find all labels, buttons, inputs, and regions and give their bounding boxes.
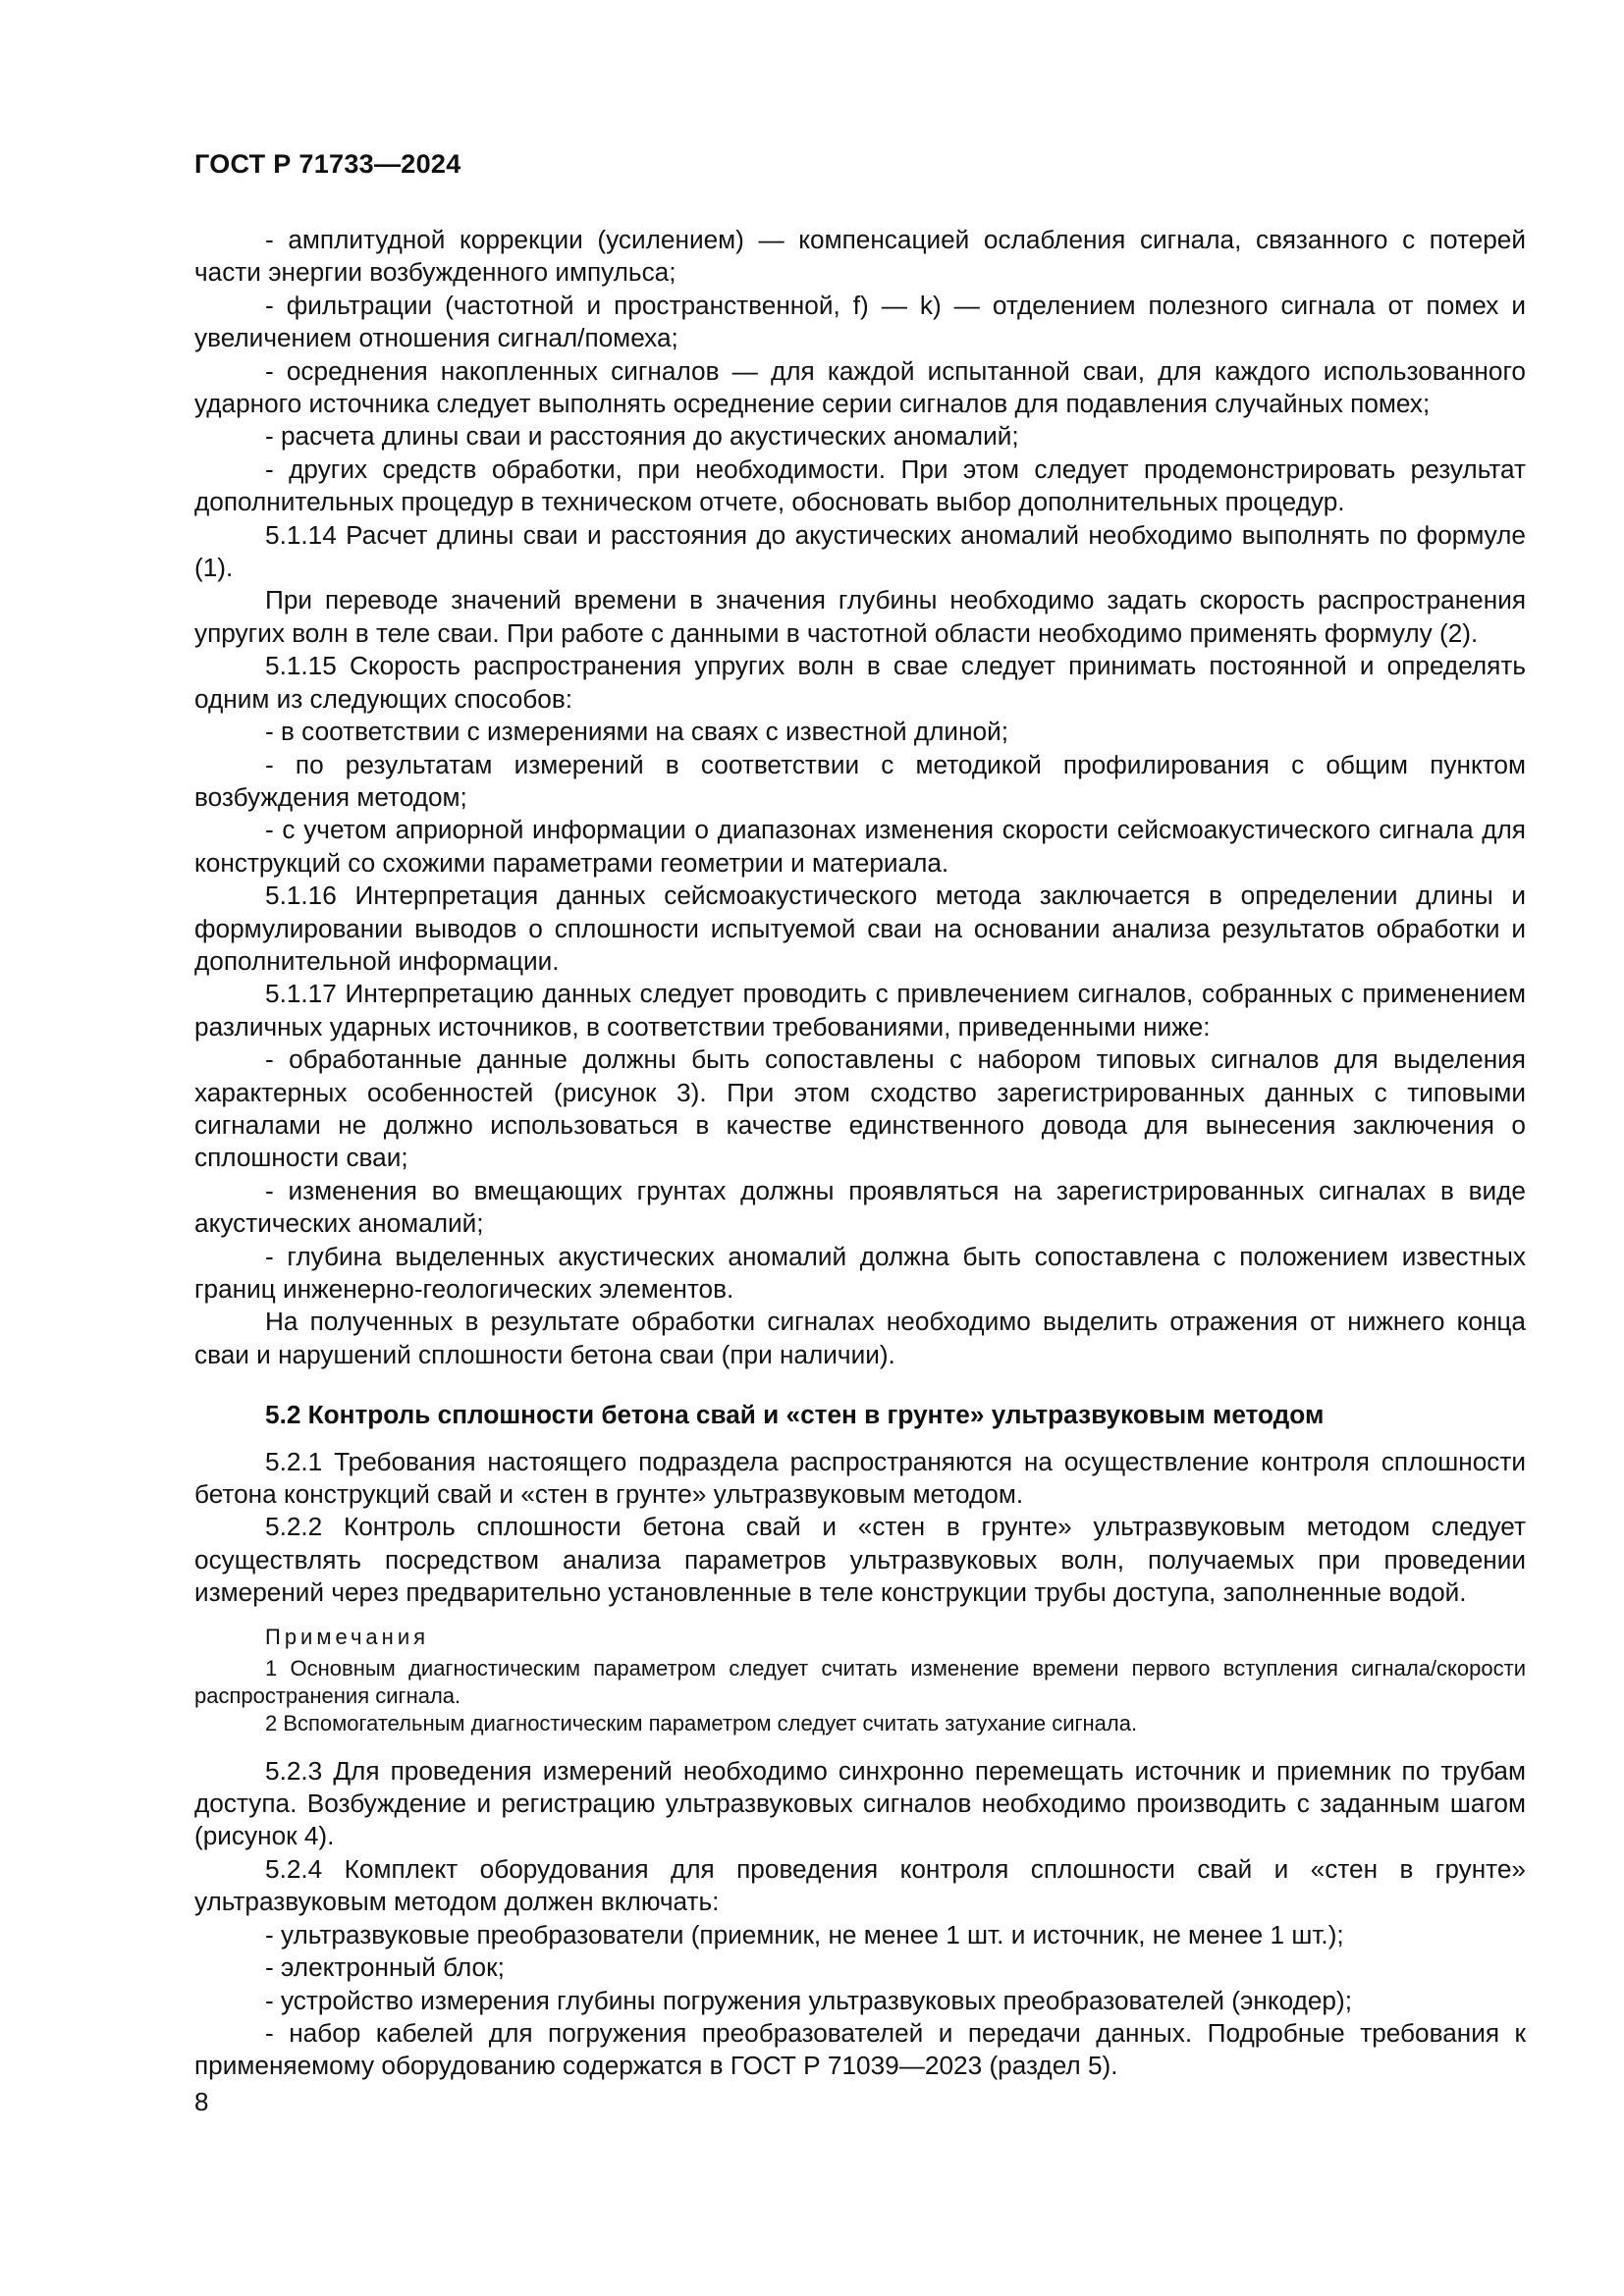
paragraphs-top [194,224,1526,1371]
paragraph: - амплитудной коррекции (усилением) — компенсацией ослабления сигнала, связанного с потерей части энергии возбужденного импульса; [194,225,1526,288]
paragraph: 5.2.1 Требования настоящего подраздела распространяются на осуществление контроля сплошности бетона конструкций свай и «стен в грунте» ультразвуковым методом. [194,1446,1526,1510]
paragraph: - обработанные данные должны быть сопоставлены с набором типовых сигналов для выделения характерных особенностей (рисунок 3). При этом сходство зарегистрированных данных с типовыми сигналами не должно использоваться в качестве единственного довода для вынесения заключения о сплошности сваи; [194,1044,1526,1173]
paragraph: 5.1.16 Интерпретация данных сейсмоакустического метода заключается в определении длины и формулировании выводов о сплошности испытуемой сваи на основании анализа результатов обработки и дополнительной информации. [194,881,1526,976]
paragraph: - по результатам измерений в соответствии с методикой профилирования с общим пунктом возбуждения методом; [194,749,1526,812]
paragraph: - в соответствии с измерениями на сваях с известной длиной; [265,717,1008,747]
paragraphs-mid [194,1446,1526,1610]
notes-title: Примечания [265,1624,430,1649]
paragraph: 5.2.3 Для проведения измерений необходимо синхронно перемещать источник и приемник по трубам доступа. Возбуждение и регистрацию ультразвуковых сигналов необходимо производить с заданным шагом (рисунок 4). [194,1755,1526,1851]
paragraph: - ультразвуковые преобразователи (приемник, не менее 1 шт. и источник, не менее 1 шт.); [265,1919,1344,1949]
page-number: 8 [194,2087,209,2116]
paragraph: 5.1.15 Скорость распространения упругих волн в свае следует принимать постоянной и определять одним из следующих способов: [194,651,1526,714]
paragraph: - фильтрации (частотной и пространственной, f) — k) — отделением полезного сигнала от помех и увеличением отношения сигнал/помеха; [194,290,1526,353]
notes-block [194,1624,1526,1737]
paragraph: - изменения во вмещающих грунтах должны проявляться на зарегистрированных сигналах в виде акустических аномалий; [194,1175,1526,1239]
paragraph: При переводе значений времени в значения глубины необходимо задать скорость распространения упругих волн в теле сваи. При работе с данными в частотной области необходимо применять формулу (2). [194,585,1526,648]
document-body [194,224,1526,2083]
paragraph: 5.2.2 Контроль сплошности бетона свай и «стен в грунте» ультразвуковым методом следует осуществлять посредством анализа параметров ультразвуковых волн, получаемых при проведении измерений через предварительно установленные в теле конструкции трубы доступа, заполненные водой. [194,1512,1526,1608]
note-item: 1 Основным диагностическим параметром следует считать изменение времени первого вступления сигнала/скорости распространения сигнала. [194,1655,1526,1708]
paragraph: - набор кабелей для погружения преобразователей и передачи данных. Подробные требования к применяемому оборудованию содержатся в ГОСТ Р 71039—2023 (раздел 5). [194,2017,1526,2081]
paragraph: На полученных в результате обработки сигналах необходимо выделить отражения от нижнего конца сваи и нарушений сплошности бетона сваи (при наличии). [194,1307,1526,1369]
paragraph: 5.1.17 Интерпретацию данных следует проводить с привлечением сигналов, собранных с применением различных ударных источников, в соответствии требованиями, приведенными ниже: [194,979,1526,1041]
paragraph: - с учетом априорной информации о диапазонах изменения скорости сейсмоакустического сигнала для конструкций со схожими параметрами геометрии и материала. [194,815,1526,878]
paragraph: 5.1.14 Расчет длины сваи и расстояния до акустических аномалий необходимо выполнять по формуле (1). [194,519,1526,583]
note-item: 2 Вспомогательным диагностическим параметром следует считать затухание сигнала. [265,1710,1138,1735]
paragraph: 5.2.4 Комплект оборудования для проведения контроля сплошности свай и «стен в грунте» ультразвуковым методом должен включать: [194,1853,1526,1917]
paragraph: - расчета длины сваи и расстояния до акустических аномалий; [265,421,1019,452]
paragraphs-bottom [194,1755,1526,2083]
paragraph: - других средств обработки, при необходимости. При этом следует продемонстрировать результат дополнительных процедур в техническом отчете, обосновать выбор дополнительных процедур. [194,454,1526,517]
section-heading: 5.2 Контроль сплошности бетона свай и «стен в грунте» ультразвуковым методом [265,1400,1325,1430]
document-header: ГОСТ Р 71733—2024 [194,149,461,179]
paragraph: - электронный блок; [265,1952,505,1983]
paragraph: - глубина выделенных акустических аномалий должна быть сопоставлена с положением известных границ инженерно-геологических элементов. [194,1241,1526,1304]
paragraph: - устройство измерения глубины погружения ультразвуковых преобразователей (энкодер); [265,1985,1352,2015]
paragraph: - осреднения накопленных сигналов — для каждой испытанной сваи, для каждого использованного ударного источника следует выполнять осреднение серии сигналов для подавления случайных помех; [194,355,1526,419]
